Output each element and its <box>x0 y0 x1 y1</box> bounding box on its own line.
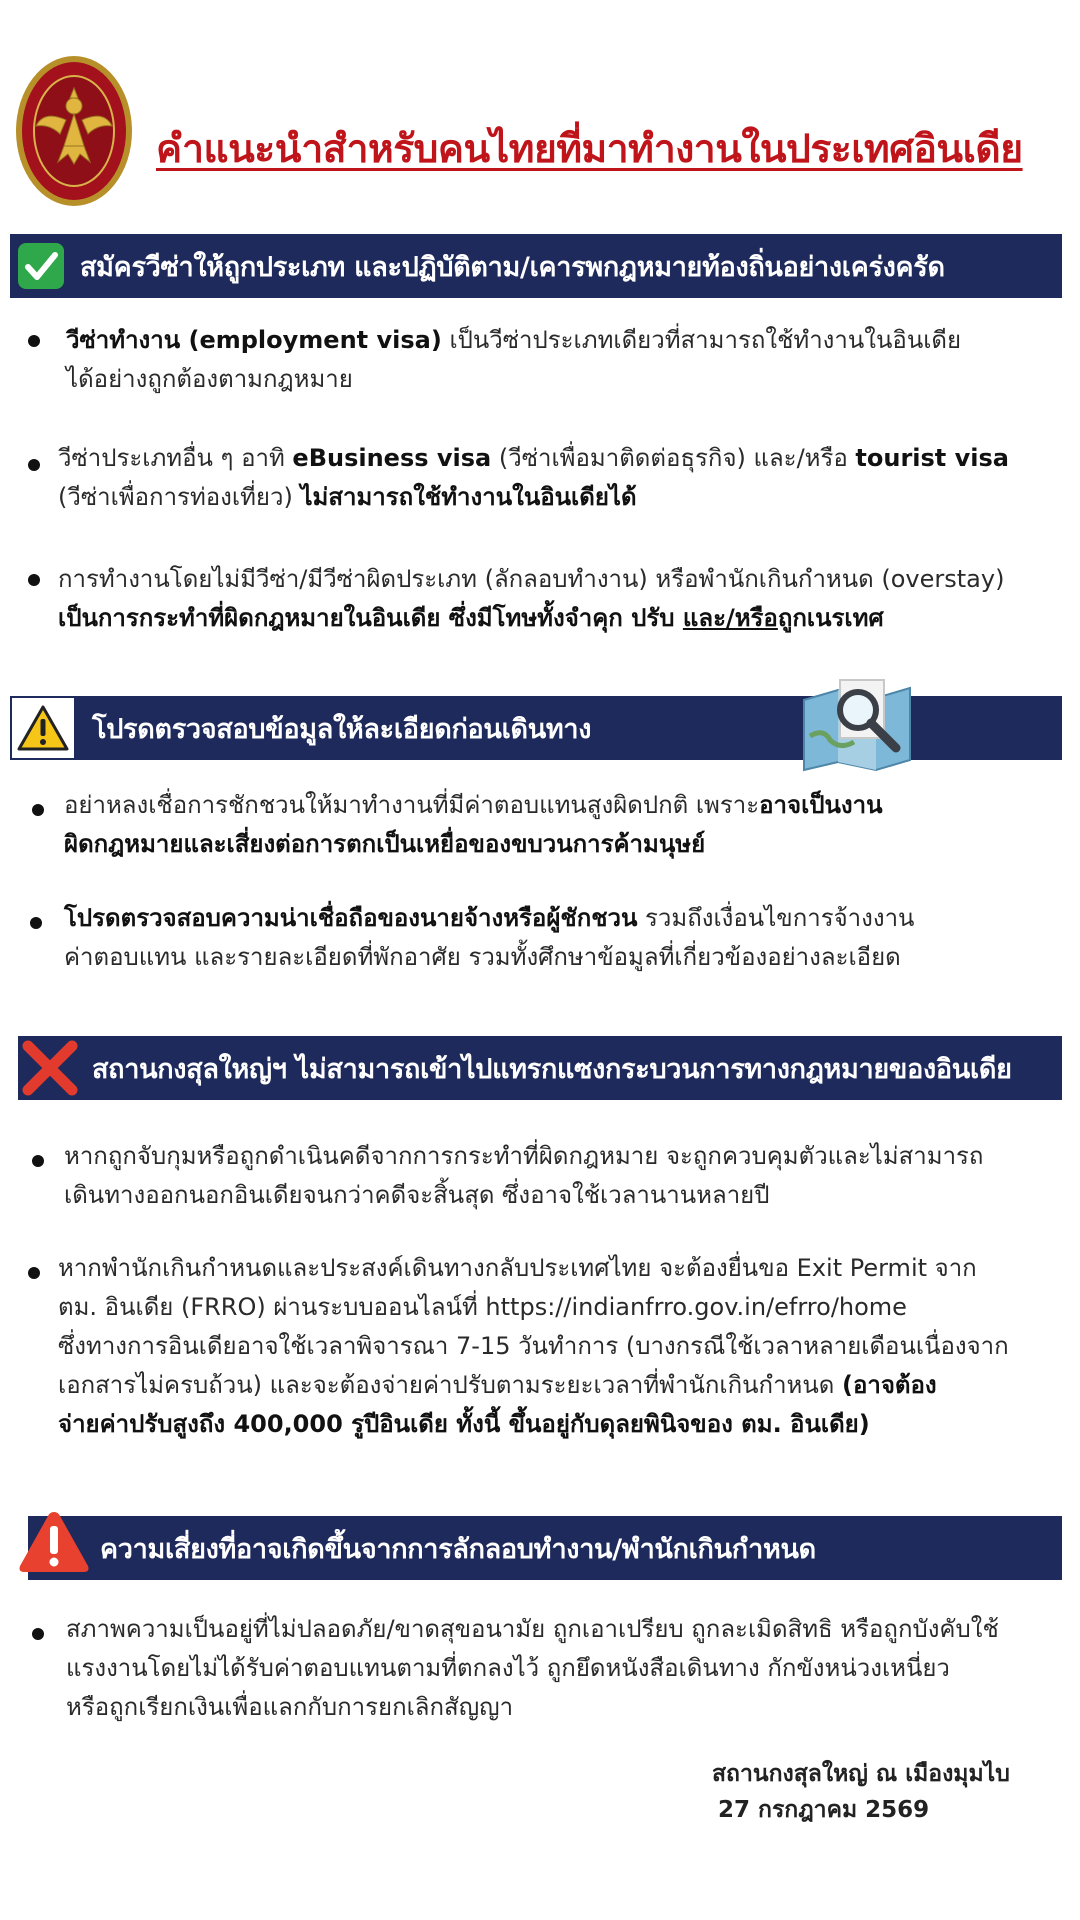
list-item-text: แรงงานโดยไม่ได้รับค่าตอบแทนตามที่ตกลงไว้ ถูกยึดหนังสือเดินทาง กักขังหน่วงเหนี่ยว <box>66 1654 950 1682</box>
list-item-text: eBusiness visa <box>292 444 492 472</box>
list-item-text: เอกสารไม่ครบถ้วน) และจะต้องจ่ายค่าปรับตามระยะเวลาที่พำนักเกินกำหนด <box>58 1371 842 1399</box>
bullet-dot <box>32 804 44 816</box>
list-item-text: หรือถูกเรียกเงินเพื่อแลกกับการยกเลิกสัญญา <box>66 1693 514 1721</box>
list-item <box>22 899 1058 977</box>
section-title: สถานกงสุลใหญ่ฯ ไม่สามารถเข้าไปแทรกแซงกระบวนการทางกฎหมายของอินเดีย <box>92 1053 1012 1085</box>
list-item <box>22 1249 1058 1444</box>
list-item <box>22 786 1058 864</box>
list-item-text: วีซ่าทำงาน (employment visa) <box>66 326 442 354</box>
section-title: สมัครวีซ่าให้ถูกประเภท และปฏิบัติตาม/เคารพกฎหมายท้องถิ่นอย่างเคร่งครัด <box>80 251 945 283</box>
list-item-text: ได้อย่างถูกต้องตามกฎหมาย <box>66 365 353 393</box>
list-item-text: ถูกเนรเทศ <box>777 604 884 632</box>
list-item-text: ผิดกฎหมายและเสี่ยงต่อการตกเป็นเหยื่อของขบวนการค้ามนุษย์ <box>64 830 706 858</box>
alert-triangle-icon <box>16 1508 92 1576</box>
magnifier-map-icon <box>800 676 916 772</box>
list-item <box>22 1610 1058 1727</box>
list-item <box>22 1137 1058 1215</box>
list-item-text: รวมถึงเงื่อนไขการจ้างงาน <box>637 904 915 932</box>
list-item-text: ไม่สามารถใช้ทำงานในอินเดียได้ <box>300 483 637 511</box>
section-title: โปรดตรวจสอบข้อมูลให้ละเอียดก่อนเดินทาง <box>92 713 592 745</box>
list-item-text: และ/หรือ <box>682 604 778 632</box>
issue-date: 27 กรกฎาคม 2569 <box>718 1797 930 1823</box>
list-item-text: เดินทางออกนอกอินเดียจนกว่าคดีจะสิ้นสุด ซึ่งอาจใช้เวลานานหลายปี <box>64 1181 770 1209</box>
list-item-text: สภาพความเป็นอยู่ที่ไม่ปลอดภัย/ขาดสุขอนามัย ถูกเอาเปรียบ ถูกละเมิดสิทธิ หรือถูกบังคับใช้ <box>66 1615 999 1643</box>
bullet-dot <box>28 459 40 471</box>
list-item-text: ค่าตอบแทน และรายละเอียดที่พักอาศัย รวมทั้งศึกษาข้อมูลที่เกี่ยวข้องอย่างละเอียด <box>64 943 901 971</box>
cross-mark-icon <box>20 1038 80 1098</box>
list-item <box>22 321 1058 399</box>
list-item-text: จ่ายค่าปรับสูงถึง 400,000 รูปีอินเดีย ทั้งนี้ ขึ้นอยู่กับดุลยพินิจของ ตม. อินเดีย) <box>58 1410 870 1438</box>
section-title: ความเสี่ยงที่อาจเกิดขึ้นจากการลักลอบทำงาน/พำนักเกินกำหนด <box>100 1533 816 1565</box>
section-bar-visa <box>10 234 1062 298</box>
list-item-text: (อาจต้อง <box>842 1371 937 1399</box>
list-item-text: ซึ่งทางการอินเดียอาจใช้เวลาพิจารณา 7-15 วันทำการ (บางกรณีใช้เวลาหลายเดือนเนื่องจาก <box>58 1332 1009 1360</box>
list-item-text: อาจเป็นงาน <box>759 791 883 819</box>
warning-icon <box>10 696 76 760</box>
bullet-dot <box>32 1155 44 1167</box>
list-item-text: (วีซ่าเพื่อการท่องเที่ยว) <box>58 483 301 511</box>
check-box-icon <box>16 241 66 291</box>
list-item-text: ตม. อินเดีย (FRRO) ผ่านระบบออนไลน์ที่ https://indianfrro.gov.in/efrro/home <box>58 1293 907 1321</box>
bullet-dot <box>28 1267 40 1279</box>
consulate-seal-logo <box>14 54 134 208</box>
list-item-text: หากถูกจับกุมหรือถูกดำเนินคดีจากการกระทำที่ผิดกฎหมาย จะถูกควบคุมตัวและไม่สามารถ <box>64 1142 984 1170</box>
bullet-dot <box>28 574 40 586</box>
list-item-text: หากพำนักเกินกำหนดและประสงค์เดินทางกลับประเทศไทย จะต้องยื่นขอ Exit Permit จาก <box>58 1254 977 1282</box>
list-item <box>22 560 1058 638</box>
bullet-dot <box>28 335 40 347</box>
section-bar-no-intervention <box>18 1036 1062 1100</box>
section-bar-risks <box>28 1516 1062 1580</box>
bullet-dot <box>30 917 42 929</box>
page-title: คำแนะนำสำหรับคนไทยที่มาทำงานในประเทศอินเดีย <box>156 127 1023 172</box>
list-item-text: โปรดตรวจสอบความน่าเชื่อถือของนายจ้างหรือผู้ชักชวน <box>64 904 638 932</box>
list-item-text: การทำงานโดยไม่มีวีซ่า/มีวีซ่าผิดประเภท (ลักลอบทำงาน) หรือพำนักเกินกำหนด (overstay) <box>58 565 1005 593</box>
list-item <box>22 439 1058 517</box>
bullet-dot <box>32 1628 44 1640</box>
list-item-text: วีซ่าประเภทอื่น ๆ อาทิ <box>58 444 293 472</box>
list-item-text: (วีซ่าเพื่อมาติดต่อธุรกิจ) และ/หรือ <box>491 444 856 472</box>
list-item-text: เป็นวีซ่าประเภทเดียวที่สามารถใช้ทำงานในอินเดีย <box>441 326 962 354</box>
list-item-text: อย่าหลงเชื่อการชักชวนให้มาทำงานที่มีค่าตอบแทนสูงผิดปกติ เพราะ <box>64 791 760 819</box>
issuer-name: สถานกงสุลใหญ่ ณ เมืองมุมไบ <box>712 1761 1010 1787</box>
list-item-text: tourist visa <box>855 444 1009 472</box>
list-item-text: เป็นการกระทำที่ผิดกฎหมายในอินเดีย ซึ่งมีโทษทั้งจำคุก ปรับ <box>58 604 683 632</box>
